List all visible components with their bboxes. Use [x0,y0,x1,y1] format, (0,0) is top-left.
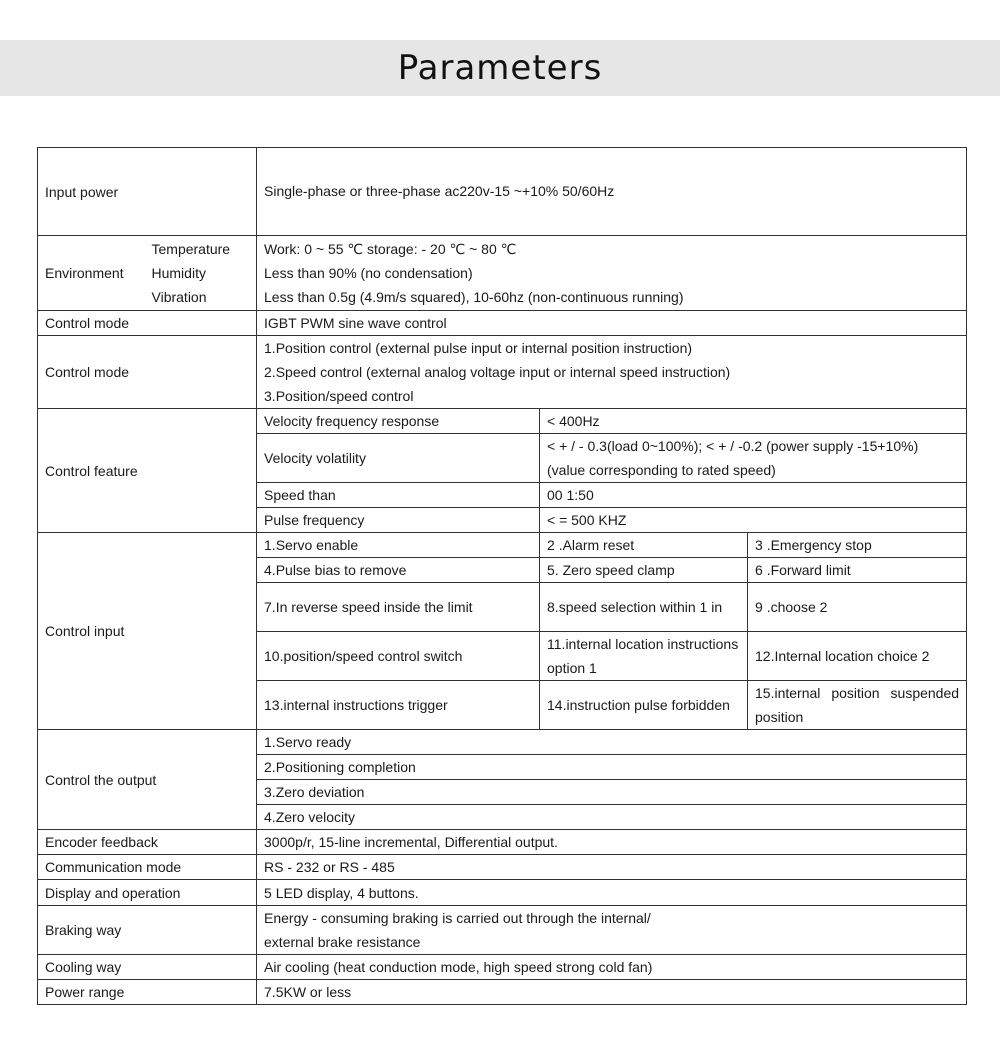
feature-name: Speed than [257,483,540,508]
feature-value-line: (value corresponding to rated speed) [547,462,776,478]
output-item: 3.Zero deviation [257,780,967,805]
param-value: 3000p/r, 15-line incremental, Differential output. [257,830,967,855]
param-value: Air cooling (heat conduction mode, high speed strong cold fan) [257,955,967,980]
row-display-operation [38,880,967,906]
param-label: Communication mode [38,855,257,880]
page-title: Parameters [397,48,603,88]
param-label: Control feature [38,409,257,533]
row-control-mode [38,311,967,336]
env-name: Temperature [151,241,231,257]
parameters-table [37,147,967,1005]
param-value: IGBT PWM sine wave control [257,311,967,336]
env-value: Less than 90% (no condensation) [264,265,473,281]
param-label: Control input [38,533,257,730]
input-item: 10.position/speed control switch [257,632,540,681]
environment-names [148,236,257,311]
env-value: Less than 0.5g (4.9m/s squared), 10-60hz (non-continuous running) [264,289,684,305]
feature-name: Velocity volatility [257,434,540,483]
mode-line: 2.Speed control (external analog voltage input or internal speed instruction) [264,364,731,380]
param-label: Control mode [38,311,257,336]
input-item: 5. Zero speed clamp [540,558,748,583]
input-item: 13.internal instructions trigger [257,681,540,730]
env-name: Vibration [151,289,207,305]
feature-value: < = 500 KHZ [540,508,967,533]
param-label: Control mode [38,336,257,409]
output-item: 2.Positioning completion [257,755,967,780]
param-label: Display and operation [38,880,257,906]
feature-name: Pulse frequency [257,508,540,533]
row-control-mode-list [38,336,967,409]
param-label: Cooling way [38,955,257,980]
input-item: 4.Pulse bias to remove [257,558,540,583]
title-banner [0,40,1000,96]
input-item: 9 .choose 2 [748,583,967,632]
param-label: Environment [38,236,148,311]
mode-line: 1.Position control (external pulse input or internal position instruction) [264,340,693,356]
input-item: 14.instruction pulse forbidden [540,681,748,730]
row-input-power [38,148,967,236]
input-item: 11.internal location instructions option 1 [540,632,748,681]
row-control-feature [38,409,967,434]
param-label: Encoder feedback [38,830,257,855]
param-label: Power range [38,980,257,1005]
feature-value-line: < + / - 0.3(load 0~100%); < + / -0.2 (power supply -15+10%) [547,438,919,454]
input-item: 8.speed selection within 1 in [540,583,748,632]
output-item: 4.Zero velocity [257,805,967,830]
env-value: Work: 0 ~ 55 ℃ storage: - 20 ℃ ~ 80 ℃ [264,241,517,257]
environment-values [257,236,967,311]
input-item: 6 .Forward limit [748,558,967,583]
param-value [257,336,967,409]
input-item: 1.Servo enable [257,533,540,558]
input-item: 7.In reverse speed inside the limit [257,583,540,632]
row-encoder-feedback [38,830,967,855]
param-value: RS - 232 or RS - 485 [257,855,967,880]
feature-value: 00 1:50 [540,483,967,508]
param-value: Single-phase or three-phase ac220v-15 ~+10% 50/60Hz [257,148,967,236]
feature-name: Velocity frequency response [257,409,540,434]
input-item: 2 .Alarm reset [540,533,748,558]
row-cooling-way [38,955,967,980]
braking-line: external brake resistance [264,934,421,950]
env-name: Humidity [151,265,206,281]
param-value: 7.5KW or less [257,980,967,1005]
mode-line: 3.Position/speed control [264,388,414,404]
output-item: 1.Servo ready [257,730,967,755]
feature-value [540,434,967,483]
input-item: 12.Internal location choice 2 [748,632,967,681]
row-control-input [38,533,967,558]
row-power-range [38,980,967,1005]
feature-value: < 400Hz [540,409,967,434]
param-label: Control the output [38,730,257,830]
row-environment [38,236,967,311]
row-braking-way [38,906,967,955]
param-value [257,906,967,955]
row-control-output [38,730,967,755]
param-value: 5 LED display, 4 buttons. [257,880,967,906]
param-label: Input power [38,148,257,236]
braking-line: Energy - consuming braking is carried out through the internal/ [264,910,651,926]
input-item: 15.internal position suspended position [748,681,967,730]
param-label: Braking way [38,906,257,955]
row-communication-mode [38,855,967,880]
input-item: 3 .Emergency stop [748,533,967,558]
